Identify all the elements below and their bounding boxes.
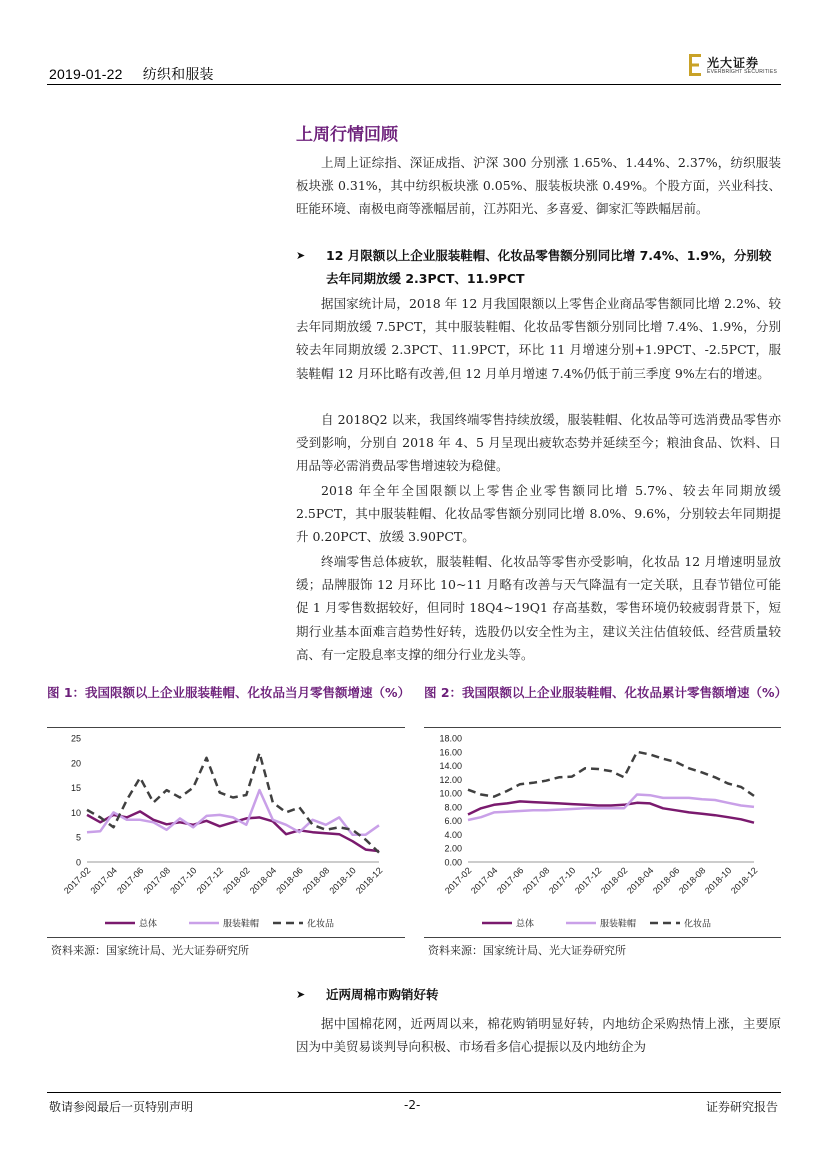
x-tick-label: 2018-12 bbox=[728, 865, 760, 896]
x-tick-label: 2018-08 bbox=[676, 865, 708, 896]
legend-label: 总体 bbox=[516, 918, 535, 929]
series-line-服装鞋帽 bbox=[468, 795, 754, 821]
logo-text-cn: 光大证券 bbox=[707, 56, 760, 70]
everbright-logo bbox=[689, 54, 781, 76]
paragraph-retail-data: 据国家统计局，2018 年 12 月我国限额以上零售企业商品零售额同比增 2.2%、较去年同期放缓 7.5PCT，其中服装鞋帽、化妆品零售额分别同比增 7.4%、1.9%，分别较去年同期放缓 2.3PCT、11.9PCT，环比 11 月增速分别+1.9PCT、-2.5PCT，服装鞋帽 12 月环比略有改善,但 12 月单月增速 7.4%仍低于前三季度 9%左右的增速。 bbox=[296, 296, 781, 381]
arrow-bullet-icon: ➤ bbox=[296, 249, 306, 262]
figure-1-top-rule bbox=[47, 727, 405, 728]
x-tick-label: 2017-12 bbox=[194, 865, 226, 896]
figure-2-title: 图 2：我国限额以上企业服装鞋帽、化妆品累计零售额增速（%） bbox=[424, 685, 788, 700]
y-tick-label: 12.00 bbox=[439, 774, 462, 785]
everbright-logo-icon bbox=[689, 54, 703, 76]
y-tick-label: 20 bbox=[70, 758, 81, 769]
figure-1-source: 资料来源：国家统计局、光大证券研究所 bbox=[51, 944, 249, 957]
y-tick-label: 15 bbox=[70, 783, 81, 794]
y-tick-label: 25 bbox=[70, 733, 81, 744]
y-tick-label: 14.00 bbox=[439, 761, 462, 772]
paragraph-consumption-trend: 自 2018Q2 以来，我国终端零售持续放缓，服装鞋帽、化妆品等可选消费品零售亦受到影响，分别自 2018 年 4、5 月呈现出疲软态势并延续至今；粮油食品、饮料、日用品等必需消费品零售增速较为稳健。 bbox=[296, 412, 781, 474]
footer-disclaimer: 敬请参阅最后一页特别声明 bbox=[49, 1100, 194, 1114]
bullet-heading-cotton bbox=[296, 983, 781, 1006]
series-line-化妆品 bbox=[468, 752, 754, 797]
arrow-bullet-icon: ➤ bbox=[296, 988, 306, 1001]
paragraph-annual-data: 2018 年全年全国限额以上零售企业零售额同比增 5.7%、较去年同期放缓 2.5PCT，其中服装鞋帽、化妆品零售额分别同比增 8.0%、9.6%，分别较去年同期提升 0.20PCT、放缓 3.90PCT。 bbox=[296, 483, 781, 545]
figure-1-bottom-rule bbox=[47, 937, 405, 938]
footer-report-type: 证券研究报告 bbox=[706, 1100, 779, 1114]
x-tick-label: 2017-08 bbox=[520, 865, 552, 896]
x-tick-label: 2017-08 bbox=[141, 865, 173, 896]
figure-1-title: 图 1：我国限额以上企业服装鞋帽、化妆品当月零售额增速（%） bbox=[47, 685, 411, 700]
x-tick-label: 2017-06 bbox=[494, 865, 526, 896]
bullet-heading-retail bbox=[296, 244, 781, 290]
figure-2-source: 资料来源：国家统计局、光大证券研究所 bbox=[428, 944, 626, 957]
x-tick-label: 2018-02 bbox=[221, 865, 252, 896]
x-tick-label: 2017-02 bbox=[442, 865, 474, 896]
x-tick-label: 2018-08 bbox=[300, 865, 332, 896]
x-tick-label: 2018-02 bbox=[598, 865, 630, 896]
figure-2-top-rule bbox=[424, 727, 781, 728]
y-tick-label: 10 bbox=[70, 807, 81, 818]
x-tick-label: 2017-06 bbox=[115, 865, 146, 896]
logo-text-en: EVERBRIGHT SECURITIES bbox=[707, 69, 778, 75]
x-tick-label: 2018-04 bbox=[624, 865, 656, 896]
paragraph-cotton-market: 据中国棉花网，近两周以来，棉花购销明显好转，内地纺企采购热情上涨，主要原因为中美贸易谈判导向积极、市场看多信心提振以及内地纺企为 bbox=[296, 1016, 781, 1055]
x-tick-label: 2018-10 bbox=[702, 865, 734, 896]
paragraph-market-review: 上周上证综指、深证成指、沪深 300 分别涨 1.65%、1.44%、2.37%，纺织服装板块涨 0.31%，其中纺织板块涨 0.05%、服装板块涨 0.49%。个股方面，兴业科技、旺能环境、南极电商等涨幅居前，江苏阳光、多喜爱、御家汇等跌幅居前。 bbox=[296, 155, 781, 217]
paragraph-outlook: 终端零售总体疲软，服装鞋帽、化妆品等零售亦受影响，化妆品 12 月增速明显放缓；品牌服饰 12 月环比 10~11 月略有改善与天气降温有一定关联，且春节错位可能促 1 月零售数据较好，但同时 18Q4~19Q1 存高基数，零售环境仍较疲弱背景下，短期行业基本面难言趋势性好转，选股仍以安全性为主，建议关注估值较低、经营质量较高、有一定股息率支撑的细分行业龙头等。 bbox=[296, 554, 781, 662]
bullet-heading-text: 近两周棉市购销好转 bbox=[326, 987, 439, 1002]
y-tick-label: 10.00 bbox=[439, 788, 462, 799]
legend-label: 总体 bbox=[139, 918, 158, 929]
chart-cumulative-retail-growth bbox=[424, 729, 781, 936]
x-tick-label: 2018-12 bbox=[353, 865, 385, 896]
report-industry: 纺织和服装 bbox=[142, 66, 214, 82]
legend-label: 化妆品 bbox=[307, 918, 335, 929]
chart-monthly-retail-growth bbox=[47, 729, 405, 936]
y-tick-label: 0.00 bbox=[444, 857, 462, 868]
legend-label: 化妆品 bbox=[684, 918, 712, 929]
series-line-化妆品 bbox=[87, 753, 379, 853]
x-tick-label: 2017-10 bbox=[168, 865, 199, 896]
y-tick-label: 5 bbox=[75, 832, 81, 843]
y-tick-label: 6.00 bbox=[444, 816, 462, 827]
x-tick-label: 2017-12 bbox=[572, 865, 604, 896]
x-tick-label: 2017-02 bbox=[61, 865, 93, 896]
header-divider bbox=[47, 84, 781, 85]
figure-2-bottom-rule bbox=[424, 937, 781, 938]
report-date: 2019-01-22 bbox=[49, 66, 123, 82]
y-tick-label: 0 bbox=[75, 857, 81, 868]
y-tick-label: 18.00 bbox=[439, 733, 462, 744]
x-tick-label: 2018-06 bbox=[650, 865, 682, 896]
x-tick-label: 2017-04 bbox=[468, 865, 500, 896]
x-tick-label: 2017-10 bbox=[546, 865, 578, 896]
report-header bbox=[49, 64, 230, 84]
y-tick-label: 8.00 bbox=[444, 802, 462, 813]
y-tick-label: 4.00 bbox=[444, 829, 462, 840]
section-title: 上周行情回顾 bbox=[296, 125, 398, 145]
footer-divider bbox=[47, 1092, 781, 1093]
x-tick-label: 2018-04 bbox=[247, 865, 279, 896]
y-tick-label: 2.00 bbox=[444, 843, 462, 854]
x-tick-label: 2018-06 bbox=[274, 865, 305, 896]
x-tick-label: 2017-04 bbox=[88, 865, 119, 896]
bullet-heading-text: 12 月限额以上企业服装鞋帽、化妆品零售额分别同比增 7.4%、1.9%，分别较去年同期放缓 2.3PCT、11.9PCT bbox=[326, 248, 772, 286]
x-tick-label: 2018-10 bbox=[327, 865, 358, 896]
legend-label: 服装鞋帽 bbox=[600, 918, 637, 929]
y-tick-label: 16.00 bbox=[439, 747, 462, 758]
page-number: -2- bbox=[404, 1098, 421, 1112]
legend-label: 服装鞋帽 bbox=[223, 918, 260, 929]
